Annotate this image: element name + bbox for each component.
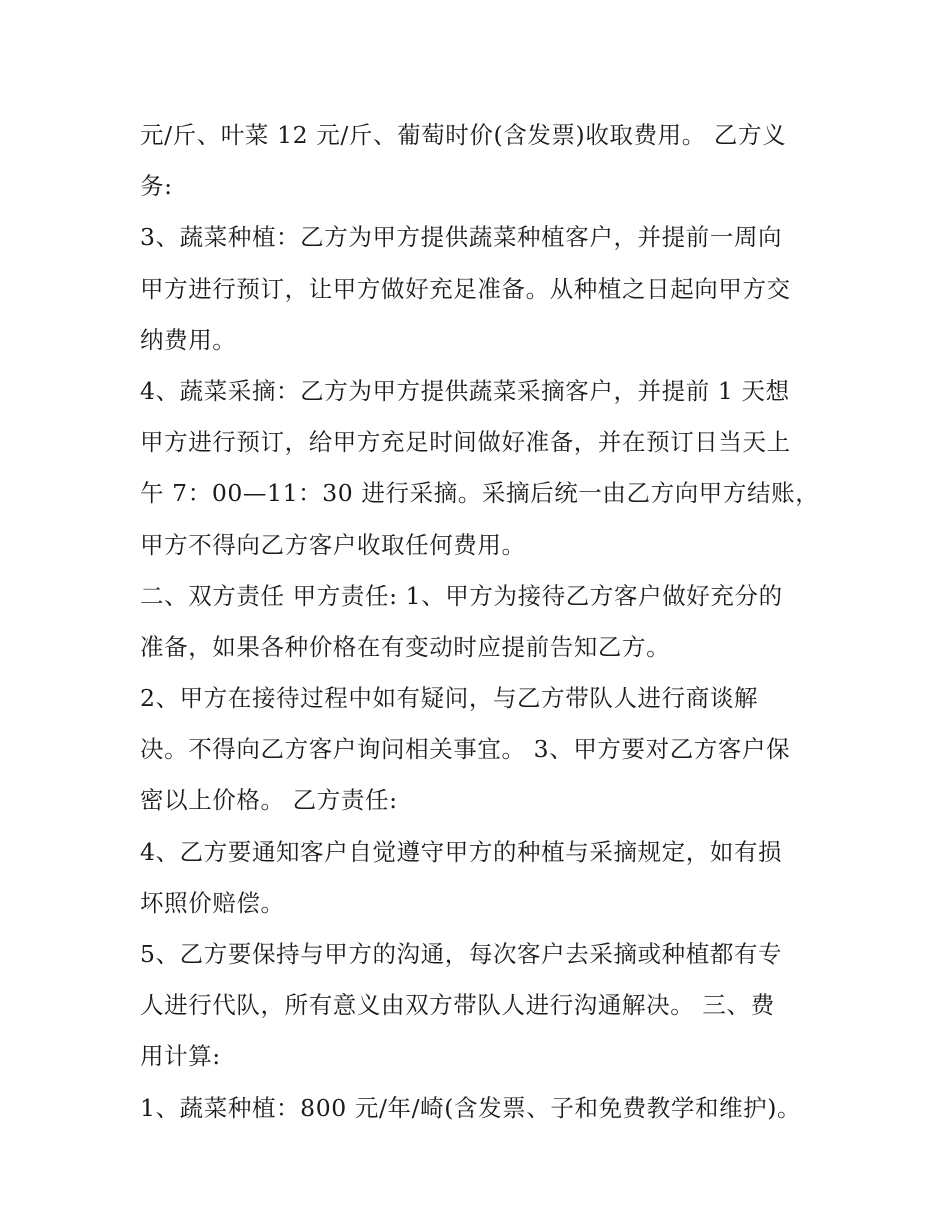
text-line: 二、双方责任 甲方责任: 1、甲方为接待乙方客户做好充分的 (140, 581, 783, 610)
document-body (140, 110, 820, 1134)
text-line: 坏照价赔偿。 (140, 888, 285, 917)
text-line: 午 7：00—11：30 进行采摘。采摘后统一由乙方向甲方结账， (140, 479, 820, 508)
text-line: 准备，如果各种价格在有变动时应提前告知乙方。 (140, 632, 671, 661)
text-line: 5、乙方要保持与甲方的沟通，每次客户去采摘或种植都有专 (140, 940, 783, 968)
text-line: 4、乙方要通知客户自觉遵守甲方的种植与采摘规定，如有损 (140, 837, 783, 866)
text-line: 务: (140, 172, 173, 201)
text-line: 4、蔬菜采摘：乙方为甲方提供蔬菜采摘客户，并提前 1 天想 (140, 376, 790, 405)
text-line: 用计算: (140, 1042, 221, 1071)
text-line: 甲方进行预订，让甲方做好充足准备。从种植之日起向甲方交 (140, 274, 791, 303)
text-line: 决。不得向乙方客户询问相关事宜。 3、甲方要对乙方客户保 (140, 735, 791, 764)
text-line: 2、甲方在接待过程中如有疑问，与乙方带队人进行商谈解 (140, 684, 759, 713)
text-line: 甲方进行预订，给甲方充足时间做好准备，并在预订日当天上 (140, 428, 791, 457)
text-line: 元/斤、叶菜 12 元/斤、葡萄时价(含发票)收取费用。 乙方义 (140, 121, 787, 149)
text-line: 密以上价格。 乙方责任: (140, 786, 398, 815)
text-line: 甲方不得向乙方客户收取任何费用。 (140, 530, 526, 559)
text-line: 纳费用。 (140, 325, 237, 354)
text-line: 人进行代队，所有意义由双方带队人进行沟通解决。 三、费 (140, 991, 775, 1020)
text-line: 1、蔬菜种植：800 元/年/崎(含发票、子和免费教学和维护)。 (140, 1093, 802, 1122)
text-line: 3、蔬菜种植：乙方为甲方提供蔬菜种植客户，并提前一周向 (140, 223, 783, 252)
